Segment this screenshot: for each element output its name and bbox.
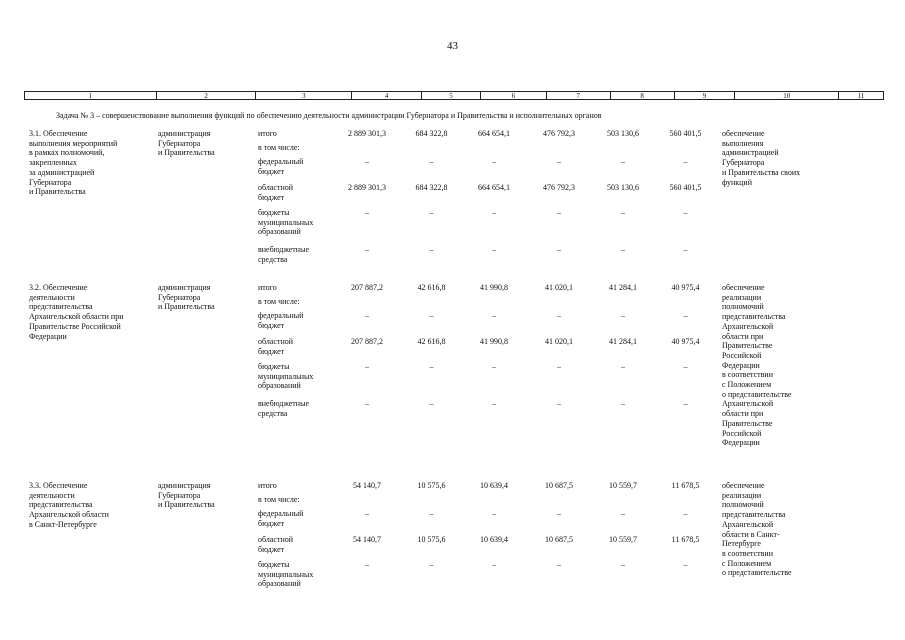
funding-value: 42 616,8 xyxy=(417,337,446,346)
funding-value: – xyxy=(683,399,688,408)
funding-value: 11 678,5 xyxy=(671,535,700,544)
funding-value: – xyxy=(621,245,625,254)
funding-value: – xyxy=(429,362,434,371)
funding-value: – xyxy=(621,157,625,166)
funding-value: 560 401,5 xyxy=(669,183,702,192)
funding-value: – xyxy=(557,509,561,518)
funding-value: 41 990,8 xyxy=(480,337,508,346)
funding-value: – xyxy=(492,560,496,569)
funding-value: – xyxy=(492,208,496,217)
funding-value: – xyxy=(429,311,434,320)
funding-value: 42 616,8 xyxy=(417,283,446,292)
funding-value: 54 140,7 xyxy=(353,481,381,490)
funding-value: – xyxy=(557,208,561,217)
item-result: обеспечение выполнения администрацией Губернатора и Правительства своих функций xyxy=(722,129,801,187)
funding-value: 41 020,1 xyxy=(545,283,573,292)
funding-value: – xyxy=(557,157,561,166)
funding-value: 10 687,5 xyxy=(545,535,573,544)
funding-value: 2 889 301,3 xyxy=(348,183,386,192)
funding-value: – xyxy=(429,399,434,408)
funding-value: – xyxy=(429,509,434,518)
funding-value: 476 792,3 xyxy=(543,183,575,192)
item-executor: администрация Губернатора и Правительства xyxy=(158,481,215,510)
funding-value: 41 284,1 xyxy=(609,283,637,292)
funding-value: – xyxy=(365,509,369,518)
task-title: Задача № 3 – совершенствование выполнения функций по обеспечению деятельности администрации Губернатора и Правительства и исполнительных органов xyxy=(56,111,602,120)
funding-value: – xyxy=(429,157,434,166)
item-result: обеспечение реализации полномочий представительства Архангельской области в Санкт- Петербурге в соответствии с Положением о представительстве xyxy=(722,481,792,578)
funding-value: 10 639,4 xyxy=(480,535,508,544)
funding-value: 10 639,4 xyxy=(480,481,508,490)
funding-value: 40 975,4 xyxy=(671,283,700,292)
funding-source-label: федеральный бюджет xyxy=(258,311,304,330)
funding-value: 664 654,1 xyxy=(478,183,510,192)
funding-value: – xyxy=(557,311,561,320)
funding-value: – xyxy=(557,362,561,371)
funding-value: – xyxy=(492,509,496,518)
column-number: 8 xyxy=(611,92,675,99)
funding-value: 664 654,1 xyxy=(478,129,510,138)
funding-value: – xyxy=(683,208,688,217)
item-result: обеспечение реализации полномочий представительства Архангельской области при Правительстве Российской Федерации в соответствии с Положением о представительстве Архангельской области при Правительстве Российской Федерации xyxy=(722,283,792,448)
funding-value: – xyxy=(683,157,688,166)
funding-value: 503 130,6 xyxy=(607,183,639,192)
funding-value: – xyxy=(365,560,369,569)
funding-value: – xyxy=(557,399,561,408)
column-number: 10 xyxy=(735,92,839,99)
funding-source-label: внебюджетные средства xyxy=(258,245,309,264)
funding-value: 10 559,7 xyxy=(609,535,637,544)
funding-value: – xyxy=(683,311,688,320)
funding-value: – xyxy=(492,399,496,408)
funding-source-label: бюджеты муниципальных образований xyxy=(258,362,314,391)
funding-value: 476 792,3 xyxy=(543,129,575,138)
funding-value: 207 887,2 xyxy=(351,337,383,346)
item-name: 3.3. Обеспечение деятельности представительства Архангельской области в Санкт-Петербурге xyxy=(29,481,109,529)
column-number-header xyxy=(24,91,884,100)
funding-value: – xyxy=(365,399,369,408)
funding-value: – xyxy=(683,362,688,371)
funding-value: 10 575,6 xyxy=(417,535,446,544)
column-number: 7 xyxy=(547,92,611,99)
funding-value: – xyxy=(621,311,625,320)
funding-value: – xyxy=(683,560,688,569)
column-number: 4 xyxy=(352,92,422,99)
funding-value: – xyxy=(492,245,496,254)
funding-value: – xyxy=(365,362,369,371)
funding-value: – xyxy=(365,157,369,166)
funding-source-label: внебюджетные средства xyxy=(258,399,309,418)
funding-value: 10 575,6 xyxy=(417,481,446,490)
funding-value: – xyxy=(683,509,688,518)
funding-value: – xyxy=(429,245,434,254)
funding-source-label: федеральный бюджет xyxy=(258,157,304,176)
funding-value: – xyxy=(492,157,496,166)
funding-value: – xyxy=(365,311,369,320)
funding-source-label: итого xyxy=(258,129,277,138)
funding-source-label: областной бюджет xyxy=(258,337,294,356)
funding-source-label: бюджеты муниципальных образований xyxy=(258,560,314,589)
item-executor: администрация Губернатора и Правительства xyxy=(158,283,215,312)
column-number: 9 xyxy=(675,92,736,99)
funding-value: 10 559,7 xyxy=(609,481,637,490)
funding-value: 10 687,5 xyxy=(545,481,573,490)
funding-value: 41 020,1 xyxy=(545,337,573,346)
item-name: 3.2. Обеспечение деятельности представительства Архангельской области при Правительстве Российской Федерации xyxy=(29,283,124,341)
column-number: 6 xyxy=(481,92,547,99)
funding-source-label: в том числе: xyxy=(258,495,300,504)
funding-value: 41 990,8 xyxy=(480,283,508,292)
column-number: 3 xyxy=(256,92,352,99)
funding-value: – xyxy=(621,399,625,408)
funding-source-label: в том числе: xyxy=(258,143,300,152)
funding-source-label: итого xyxy=(258,481,277,490)
page-number: 43 xyxy=(447,40,458,52)
column-number: 11 xyxy=(857,92,865,100)
column-number: 1 xyxy=(25,92,157,99)
item-name: 3.1. Обеспечение выполнения мероприятий в рамках полномочий, закрепленных за администрацией Губернатора и Правительства xyxy=(29,129,118,197)
funding-value: 684 322,8 xyxy=(415,183,448,192)
funding-value: 684 322,8 xyxy=(415,129,448,138)
item-executor: администрация Губернатора и Правительства xyxy=(158,129,215,158)
funding-value: 2 889 301,3 xyxy=(348,129,386,138)
funding-source-label: областной бюджет xyxy=(258,183,294,202)
funding-value: – xyxy=(557,560,561,569)
funding-value: – xyxy=(621,208,625,217)
funding-value: – xyxy=(365,245,369,254)
funding-value: 207 887,2 xyxy=(351,283,383,292)
funding-value: – xyxy=(621,362,625,371)
funding-value: – xyxy=(683,245,688,254)
funding-value: 560 401,5 xyxy=(669,129,702,138)
column-number: 2 xyxy=(157,92,257,99)
funding-value: – xyxy=(429,560,434,569)
funding-value: – xyxy=(429,208,434,217)
funding-value: 11 678,5 xyxy=(671,481,700,490)
funding-source-label: итого xyxy=(258,283,277,292)
funding-value: – xyxy=(621,560,625,569)
funding-source-label: бюджеты муниципальных образований xyxy=(258,208,314,237)
funding-value: 40 975,4 xyxy=(671,337,700,346)
funding-value: – xyxy=(492,311,496,320)
funding-value: – xyxy=(492,362,496,371)
funding-value: – xyxy=(557,245,561,254)
funding-value: – xyxy=(365,208,369,217)
funding-source-label: областной бюджет xyxy=(258,535,294,554)
funding-source-label: федеральный бюджет xyxy=(258,509,304,528)
funding-source-label: в том числе: xyxy=(258,297,300,306)
funding-value: 41 284,1 xyxy=(609,337,637,346)
column-number: 5 xyxy=(422,92,481,99)
funding-value: – xyxy=(621,509,625,518)
funding-value: 503 130,6 xyxy=(607,129,639,138)
funding-value: 54 140,7 xyxy=(353,535,381,544)
